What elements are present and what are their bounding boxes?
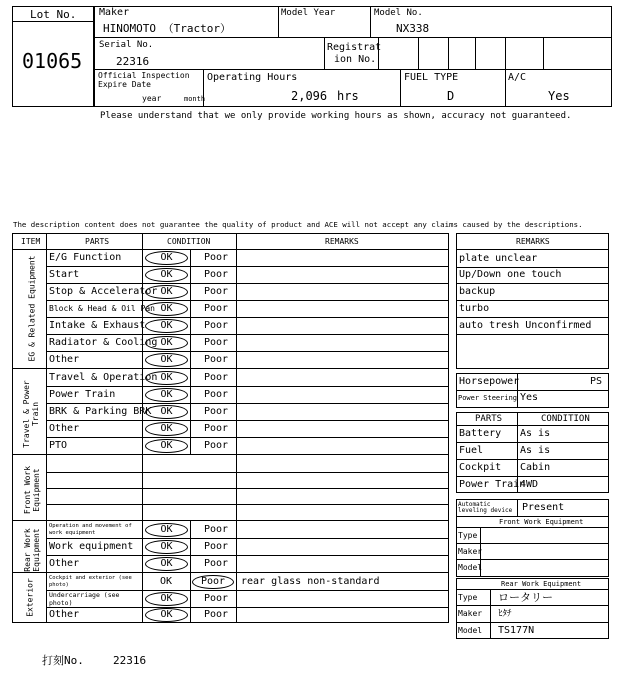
inspection-month: month [184,95,206,103]
col-parts: PARTS [85,237,110,246]
row-part-label: BRK & Parking BRK [49,405,152,417]
serial-value: 22316 [116,55,150,68]
right-remark-line: turbo [459,303,490,314]
condition-ok-selected[interactable]: OK [145,388,188,402]
condition-ok-selected[interactable]: OK [145,268,188,282]
hours-value: 2,096 [291,89,328,103]
leveling-value: Present [522,502,565,513]
row-part-label: Start [49,268,80,280]
serial-label: Serial No. [99,40,154,50]
hours-label: Operating Hours [207,72,298,83]
lot-label: Lot No. [30,8,77,21]
stamp-value: 22316 [113,654,147,667]
model-no-label: Model No. [374,8,423,18]
condition-poor[interactable]: Poor [204,388,229,400]
horsepower-label: Horsepower [459,376,520,387]
condition-ok-selected[interactable]: OK [145,405,188,419]
remarks-title: REMARKS [516,237,550,246]
condition-ok-selected[interactable]: OK [145,319,188,333]
rear-model-value: TS177N [498,625,535,636]
condition-ok-selected[interactable]: OK [145,251,188,265]
condition-ok-selected[interactable]: OK [145,353,188,367]
maker-label: Maker [99,7,130,18]
rear-type-value: ロータリー [498,591,553,604]
hours-unit: hrs [337,89,359,103]
condition-ok-selected[interactable]: OK [145,523,188,537]
row-part-label: Other [49,609,80,620]
condition-poor[interactable]: Poor [204,268,229,280]
lot-number: 01065 [22,49,83,73]
ac-value: Yes [548,89,570,103]
horsepower-value: PS [590,376,603,387]
inspection-label-1: Official Inspection [98,71,190,80]
group-front: Front Work Equipment [23,465,41,515]
condition-ok-selected[interactable]: OK [145,422,188,436]
row-part-label: E/G Function [49,251,122,263]
power-steering-label: Power Steering [458,394,518,402]
power-train-label: Power Train [459,479,526,490]
front-title: Front Work Equipment [499,518,584,526]
model-no-value: NX338 [396,22,430,35]
right-remark-line: auto tresh Unconfirmed [459,320,592,331]
row-part-label: Intake & Exhaust [49,319,146,331]
condition-poor[interactable]: Poor [204,523,229,535]
condition-poor[interactable]: Poor [204,422,229,434]
condition-ok-selected[interactable]: OK [145,302,188,316]
row-part-label: Work equipment [49,540,134,552]
col-remarks: REMARKS [325,237,359,246]
col-condition: CONDITION [167,237,211,246]
registration-label-2: ion No. [334,54,377,65]
battery-label: Battery [459,428,502,439]
condition-poor[interactable]: Poor [204,285,229,297]
right-remark-line: Up/Down one touch [459,269,562,280]
condition-ok-selected[interactable]: OK [145,439,188,453]
condition-ok-selected[interactable]: OK [145,608,188,622]
inspection-label-2: Expire Date [98,80,151,89]
model-year-label: Model Year [281,8,336,18]
condition-ok-selected[interactable]: OK [145,285,188,299]
rear-maker-value: ﾋﾀﾁ [498,609,512,619]
row-part-label: Radiator & Cooling [49,336,158,348]
group-rear: Rear Work Equipment [23,528,41,572]
front-type-label: Type [458,531,478,540]
condition-poor[interactable]: Poor [204,557,229,569]
condition-poor[interactable]: Poor [204,609,229,620]
right-remark-line: plate unclear [459,253,538,264]
power-train-value: 4WD [520,479,539,490]
row-part-label: Cockpit and exterior (see photo) [49,575,132,588]
condition-ok-selected[interactable]: OK [145,336,188,350]
leveling-label: Automatic leveling device [458,501,513,514]
condition-poor[interactable]: Poor [204,592,229,604]
row-part-label: Stop & Accelerator [49,285,158,297]
group-exterior: Exterior [25,578,35,617]
condition-poor-selected[interactable]: Poor [192,575,234,589]
rear-type-label: Type [458,593,478,602]
fuel-value: D [447,89,455,103]
row-part-label: PTO [49,439,68,451]
registration-label-1: Registrat [327,42,382,53]
power-steering-value: Yes [520,392,539,403]
condition-ok[interactable]: OK [159,575,173,587]
condition-poor[interactable]: Poor [204,405,229,417]
condition-ok-selected[interactable]: OK [145,540,188,554]
stamp-label: 打刻No. [42,654,84,667]
condition-poor[interactable]: Poor [204,439,229,451]
condition-poor[interactable]: Poor [204,540,229,552]
row-part-label: Travel & Operation [49,371,158,383]
description-notice: The description content does not guarantee the quality of product and ACE will not accept any claims caused by the descriptions. [13,220,583,229]
rear-maker-label: Maker [458,609,483,618]
group-travel: Travel & Power Train [22,380,40,448]
rear-title: Rear Work Equipment [501,580,582,588]
row-part-label: Undercarriage (see photo) [49,591,120,607]
front-model-label: Model [458,563,483,572]
right-remark-line: backup [459,286,496,297]
front-maker-label: Maker [458,547,483,556]
row-part-label: Block & Head & Oil Pan [49,303,155,313]
row-part-label: Other [49,422,80,434]
rear-model-label: Model [458,626,483,635]
col-item: ITEM [21,237,41,246]
fuel-label: FUEL TYPE [404,72,459,83]
ac-label: A/C [508,72,527,83]
fuel-label-2: Fuel [459,445,484,456]
group-eg: EG & Related Equipment [27,255,37,362]
fuel-value-2: As is [520,445,551,456]
cockpit-value: Cabin [520,462,551,473]
specs-condition-label: CONDITION [541,414,590,424]
condition-ok-selected[interactable]: OK [145,371,188,385]
condition-poor[interactable]: Poor [204,251,229,263]
battery-value: As is [520,428,551,439]
row-part-label: Power Train [49,388,116,400]
condition-poor[interactable]: Poor [204,371,229,383]
condition-ok-selected[interactable]: OK [145,557,188,571]
row-part-label: Other [49,353,80,365]
row-remark: rear glass non-standard [241,575,380,587]
row-part-label: Other [49,557,80,569]
condition-poor[interactable]: Poor [204,336,229,348]
condition-poor[interactable]: Poor [204,353,229,365]
row-part-label: Operation and movement of work equipment [49,523,132,536]
condition-poor[interactable]: Poor [204,302,229,314]
cockpit-label: Cockpit [459,462,502,473]
condition-poor[interactable]: Poor [204,319,229,331]
condition-ok-selected[interactable]: OK [145,592,188,606]
inspection-year: year [142,94,162,103]
hours-notice: Please understand that we only provide working hours as shown, accuracy not guaranteed. [100,111,572,121]
specs-parts-label: PARTS [475,414,503,424]
maker-value: HINOMOTO （Tractor） [103,22,231,35]
